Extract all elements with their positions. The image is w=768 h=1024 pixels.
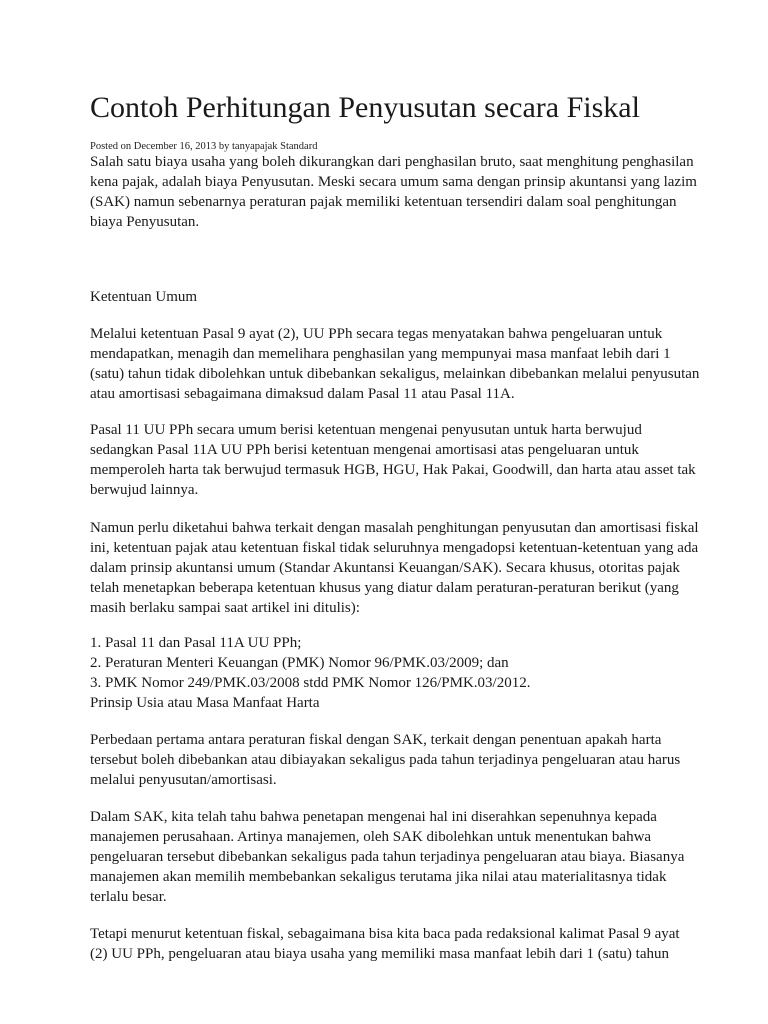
paragraph-line: masih berlaku sampai saat artikel ini ditulis): [90, 600, 360, 616]
paragraph-line: memperoleh harta tak berwujud termasuk HGB, HGU, Hak Pakai, Goodwill, dan harta atau asset tak [90, 462, 696, 478]
paragraph-line: mendapatkan, menagih dan memelihara penghasilan yang mempunyai masa manfaat lebih dari 1 [90, 346, 671, 362]
paragraph-line: telah menetapkan beberapa ketentuan khusus yang diatur dalam peraturan-peraturan berikut (yang [90, 580, 679, 596]
paragraph-line: manajemen perusahaan. Artinya manajemen, oleh SAK dibolehkan untuk menentukan bahwa [90, 829, 652, 845]
paragraph-line: sedangkan Pasal 11A UU PPh berisi ketentuan mengenai amortisasi atas pengeluaran untuk [90, 442, 639, 458]
list-item: 2. Peraturan Menteri Keuangan (PMK) Nomor 96/PMK.03/2009; dan [90, 655, 509, 671]
paragraph-line: ini, ketentuan pajak atau ketentuan fiskal tidak seluruhnya mengadopsi ketentuan-ketentuan yang ada [90, 540, 699, 556]
paragraph-line: Tetapi menurut ketentuan fiskal, sebagaimana bisa kita baca pada redaksional kalimat Pasal 9 ayat [90, 926, 680, 942]
paragraph-line: berwujud lainnya. [90, 482, 199, 498]
paragraph-line: kena pajak, adalah biaya Penyusutan. Meski secara umum sama dengan prinsip akuntansi yang lazim [90, 174, 697, 190]
paragraph-line: atau amortisasi sebagaimana dimaksud dalam Pasal 11 atau Pasal 11A. [90, 386, 515, 402]
post-meta: Posted on December 16, 2013 by tanyapajak Standard [90, 141, 318, 152]
paragraph-line: melalui penyusutan/amortisasi. [90, 772, 277, 788]
paragraph-line: terlalu besar. [90, 889, 167, 905]
paragraph-line: (satu) tahun tidak dibolehkan untuk dibebankan sekaligus, melainkan dibebankan melalui penyusutan [90, 366, 700, 382]
paragraph-line: (SAK) namun sebenarnya peraturan pajak memiliki ketentuan tersendiri dalam soal penghitungan [90, 194, 677, 210]
paragraph-line: manajemen akan memilih membebankan sekaligus terutama jika nilai atau materialitasnya tidak [90, 869, 667, 885]
paragraph-line: dalam prinsip akuntansi umum (Standar Akuntansi Keuangan/SAK). Secara khusus, otoritas pajak [90, 560, 680, 576]
article-title: Contoh Perhitungan Penyusutan secara Fiskal [90, 91, 640, 124]
list-item: 3. PMK Nomor 249/PMK.03/2008 stdd PMK Nomor 126/PMK.03/2012. [90, 675, 531, 691]
paragraph-line: (2) UU PPh, pengeluaran atau biaya usaha yang memiliki masa manfaat lebih dari 1 (satu) tahun [90, 946, 669, 962]
paragraph-line: biaya Penyusutan. [90, 214, 200, 230]
paragraph-line: pengeluaran tersebut dibebankan sekaligus pada tahun terjadinya pengeluaran atau biaya. Biasanya [90, 849, 685, 865]
paragraph-line: Pasal 11 UU PPh secara umum berisi ketentuan mengenai penyusutan untuk harta berwujud [90, 422, 642, 438]
list-item: 1. Pasal 11 dan Pasal 11A UU PPh; [90, 635, 302, 651]
paragraph-line: tersebut boleh dibebankan atau dibiayakan sekaligus pada tahun terjadinya pengeluaran atau harus [90, 752, 681, 768]
section-heading: Prinsip Usia atau Masa Manfaat Harta [90, 695, 320, 711]
section-heading: Ketentuan Umum [90, 289, 198, 305]
paragraph-line: Salah satu biaya usaha yang boleh dikurangkan dari penghasilan bruto, saat menghitung penghasilan [90, 154, 694, 170]
paragraph-line: Perbedaan pertama antara peraturan fiskal dengan SAK, terkait dengan penentuan apakah harta [90, 732, 662, 748]
paragraph-line: Dalam SAK, kita telah tahu bahwa penetapan mengenai hal ini diserahkan sepenuhnya kepada [90, 809, 657, 825]
paragraph-line: Melalui ketentuan Pasal 9 ayat (2), UU PPh secara tegas menyatakan bahwa pengeluaran untuk [90, 326, 663, 342]
paragraph-line: Namun perlu diketahui bahwa terkait dengan masalah penghitungan penyusutan dan amortisasi fiskal [90, 520, 699, 536]
